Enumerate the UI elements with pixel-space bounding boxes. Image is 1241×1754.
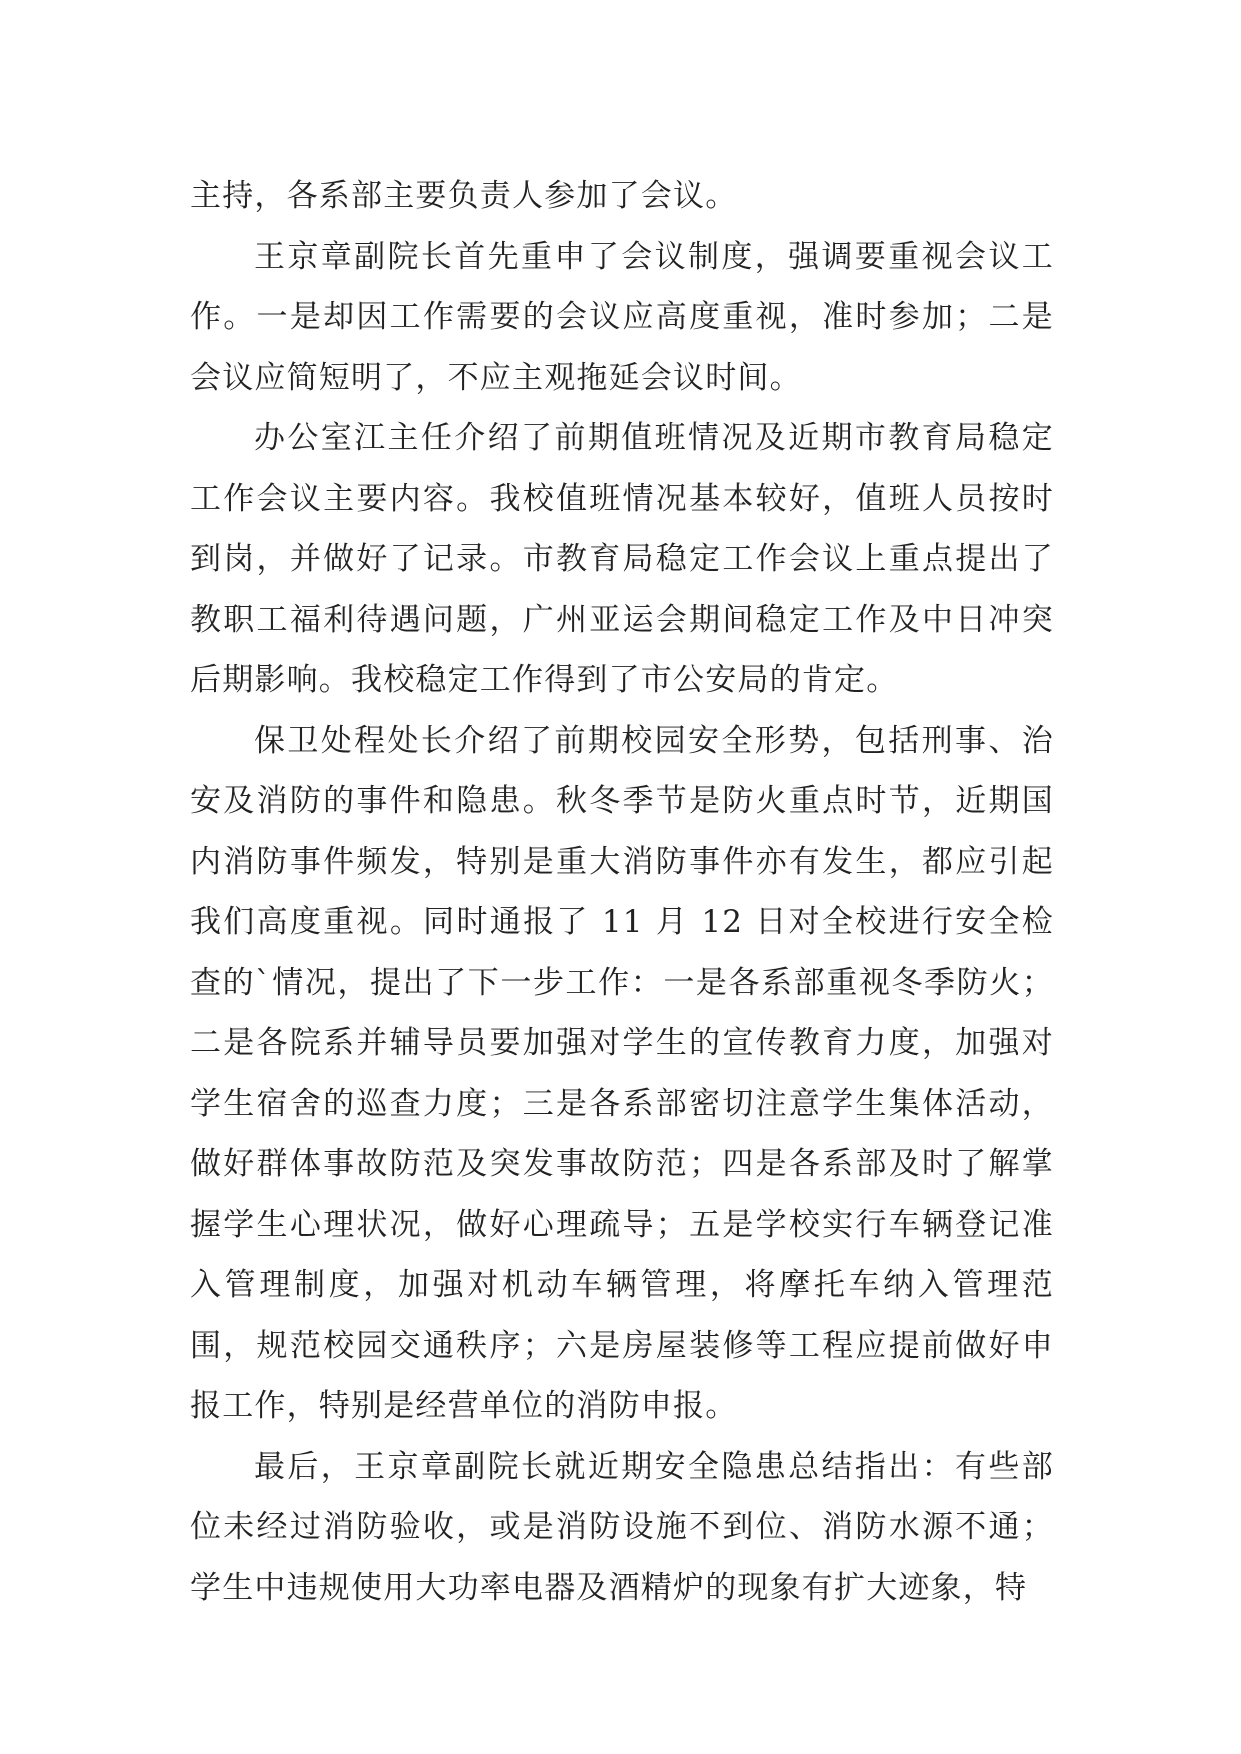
document-body	[190, 166, 1054, 1618]
paragraph-summary: 最后，王京章副院长就近期安全隐患总结指出：有些部位未经过消防验收，或是消防设施不到位、消防水源不通；学生中违规使用大功率电器及酒精炉的现象有扩大迹象，特	[190, 1448, 1054, 1606]
paragraph-campus-safety: 保卫处程处长介绍了前期校园安全形势，包括刑事、治安及消防的事件和隐患。秋冬季节是防火重点时节，近期国内消防事件频发，特别是重大消防事件亦有发生，都应引起我们高度重视。同时通报了 11 月 12 日对全校进行安全检查的`情况，提出了下一步工作：一是各系部重视冬季防火；二是各院系并辅导员要加强对学生的宣传教育力度，加强对学生宿舍的巡查力度；三是各系部密切注意学生集体活动，做好群体事故防范及突发事故防范；四是各系部及时了解掌握学生心理状况，做好心理疏导；五是学校实行车辆登记准入管理制度，加强对机动车辆管理，将摩托车纳入管理范围，规范校园交通秩序；六是房屋装修等工程应提前做好申报工作，特别是经营单位的消防申报。	[190, 722, 1054, 1424]
paragraph-stability-report: 办公室江主任介绍了前期值班情况及近期市教育局稳定工作会议主要内容。我校值班情况基本较好，值班人员按时到岗，并做好了记录。市教育局稳定工作会议上重点提出了教职工福利待遇问题，广州亚运会期间稳定工作及中日冲突后期影响。我校稳定工作得到了市公安局的肯定。	[190, 420, 1054, 698]
paragraph-meeting-rules: 王京章副院长首先重申了会议制度，强调要重视会议工作。一是却因工作需要的会议应高度重视，准时参加；二是会议应简短明了，不应主观拖延会议时间。	[190, 238, 1054, 396]
paragraph-meeting-attendance: 主持，各系部主要负责人参加了会议。	[190, 178, 738, 214]
